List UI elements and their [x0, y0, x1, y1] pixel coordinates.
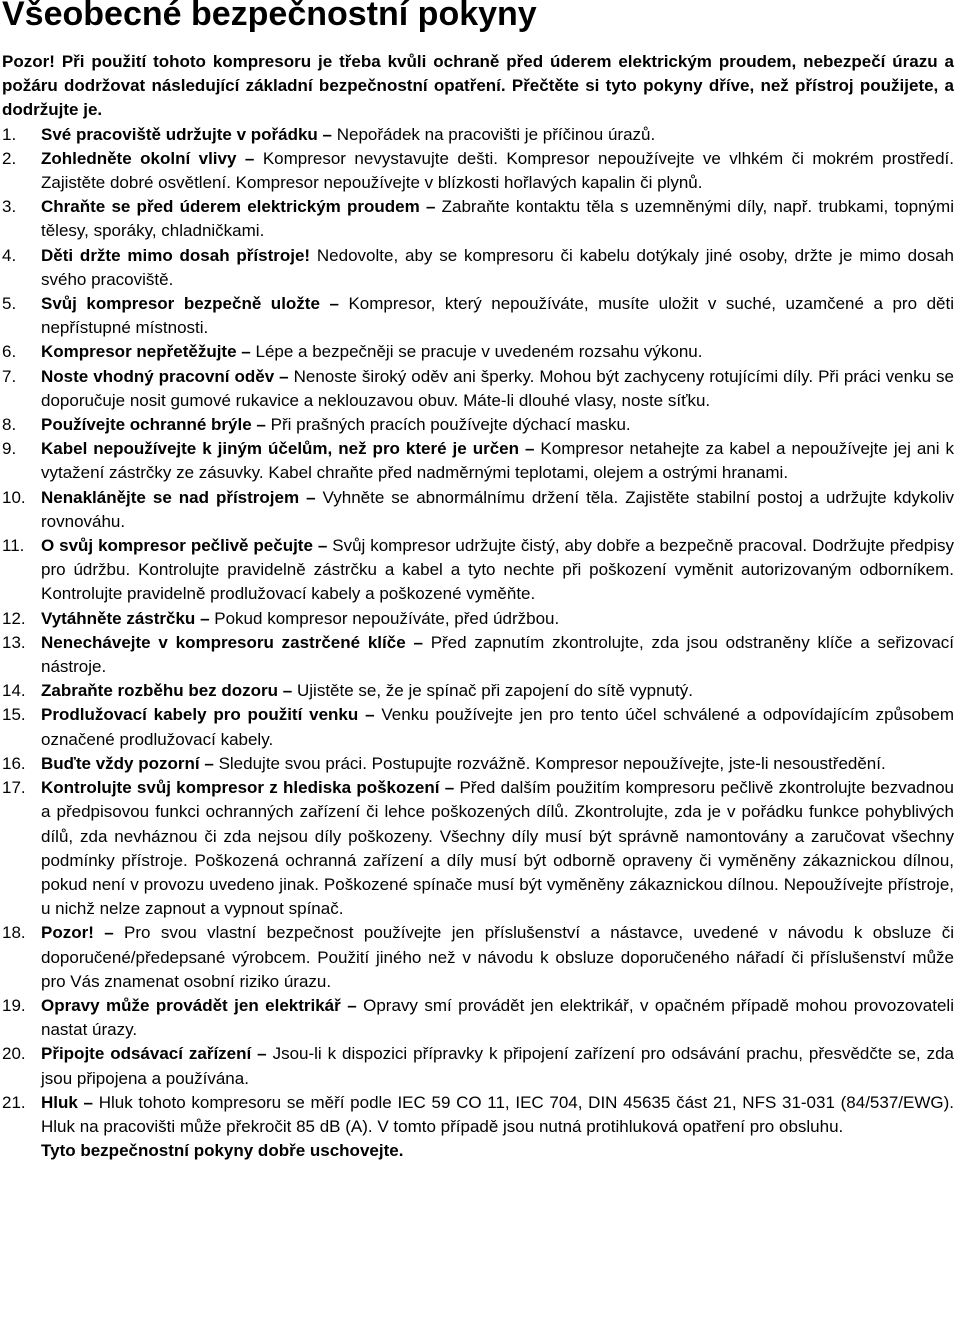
- safety-rule-item: [2, 1042, 954, 1090]
- rule-heading: Buďte vždy pozorní: [41, 753, 200, 773]
- rule-heading: Hluk: [41, 1092, 78, 1112]
- closing-note: Tyto bezpečnostní pokyny dobře uschovejte.: [41, 1141, 404, 1161]
- rule-text: Kompresor nevystavujte dešti. Kompresor nepoužívejte ve vlhkém či mokrém prostředí. Zajistěte dobré osvětlení. Kompresor nepoužívejte v blízkosti hořlavých kapalin či plynů.: [41, 148, 954, 193]
- rule-heading: Zabraňte rozběhu bez dozoru: [41, 681, 279, 701]
- rule-text: Nepořádek na pracovišti je příčinou úrazů.: [336, 124, 656, 144]
- rule-dash: –: [83, 1092, 94, 1112]
- rule-heading: Děti držte mimo dosah přístroje!: [41, 245, 311, 265]
- safety-rule-item: [2, 921, 954, 994]
- safety-rule-item: [2, 486, 954, 534]
- rule-heading: Noste vhodný pracovní oděv: [41, 366, 275, 386]
- rule-heading: Své pracoviště udržujte v pořádku: [41, 124, 318, 144]
- rule-number: 12.: [2, 608, 26, 628]
- rule-number: 1.: [2, 124, 17, 144]
- rule-text: Nenoste široký oděv ani šperky. Mohou být zachyceny rotujícími díly. Při práci venku se doporučuje nosit gumové rukavice a neklouzavou obuv. Máte-li dlouhé vlasy, noste síťku.: [41, 366, 954, 410]
- rule-text: Jsou-li k dispozici přípravky k připojení zařízení pro odsávání prachu, přesvědčte se, zda jsou připojena a používána.: [41, 1044, 954, 1088]
- safety-rule-item: [2, 994, 954, 1042]
- rule-dash: –: [200, 608, 210, 628]
- rule-number: 9.: [2, 439, 17, 459]
- rule-dash: –: [524, 439, 535, 459]
- safety-rule-item: [2, 703, 954, 751]
- rule-text: Ujistěte se, že je spínač při zapojení do sítě vypnutý.: [297, 681, 693, 701]
- rule-number: 11.: [2, 536, 25, 556]
- safety-rule-item: [2, 607, 954, 631]
- rule-dash: –: [347, 995, 357, 1015]
- rule-dash: –: [317, 536, 328, 556]
- rule-text: Venku používejte jen pro tento účel schválené a odpovídajícím způsobem označené prodlužovací kabely.: [41, 705, 955, 749]
- rule-heading: Svůj kompresor bezpečně uložte: [41, 294, 320, 314]
- rule-dash: –: [104, 923, 114, 943]
- rule-dash: –: [244, 148, 255, 168]
- rule-number: 15.: [2, 705, 26, 725]
- safety-rules-list: [2, 123, 954, 1140]
- safety-rule-item: [2, 413, 954, 437]
- safety-rule-item: [2, 534, 954, 607]
- rule-number: 4.: [2, 245, 17, 265]
- intro-lead: Pozor!: [2, 52, 55, 71]
- rule-number: 19.: [2, 995, 26, 1015]
- rule-number: 13.: [2, 632, 26, 652]
- rule-number: 10.: [2, 487, 26, 507]
- safety-rule-item: [2, 1091, 954, 1139]
- rule-dash: –: [282, 681, 293, 701]
- rule-number: 7.: [2, 366, 17, 386]
- rule-number: 2.: [2, 148, 17, 168]
- rule-number: 3.: [2, 197, 17, 217]
- rule-heading: Pozor!: [41, 923, 94, 943]
- rule-text: Před zapnutím zkontrolujte, zda jsou odstraněny klíče a seřizovací nástroje.: [41, 632, 954, 677]
- rule-heading: Prodlužovací kabely pro použití venku: [41, 705, 359, 725]
- rule-dash: –: [256, 415, 266, 435]
- rule-heading: Kabel nepoužívejte k jiným účelům, než pro které je určen: [41, 439, 519, 459]
- rule-text: Pro svou vlastní bezpečnost používejte jen příslušenství a nástavce, uvedené v návodu k obsluze či doporučené/předepsané výrobcem. Použití jiného než v návodu k obsluze doporučeného nářadí či příslušenství může pro Vás znamenat osobní riziko úrazu.: [41, 923, 954, 991]
- rule-dash: –: [365, 705, 375, 725]
- rule-text: Lépe a bezpečněji se pracuje v uvedeném rozsahu výkonu.: [255, 342, 703, 362]
- rule-dash: –: [279, 366, 289, 386]
- rule-heading: Nenechávejte v kompresoru zastrčené klíče: [41, 632, 406, 652]
- rule-number: 5.: [2, 294, 17, 314]
- safety-rule-item: [2, 776, 954, 921]
- rule-number: 18.: [2, 923, 26, 943]
- rule-heading: Používejte ochranné brýle: [41, 415, 252, 435]
- rule-dash: –: [425, 197, 436, 217]
- document-title: Všeobecné bezpečnostní pokyny: [2, 0, 537, 33]
- rule-heading: Připojte odsávací zařízení: [41, 1044, 252, 1064]
- safety-rule-item: [2, 123, 954, 147]
- rule-number: 21.: [2, 1092, 26, 1112]
- rule-number: 8.: [2, 415, 17, 435]
- rule-heading: Vytáhněte zástrčku: [41, 608, 196, 628]
- rule-dash: –: [444, 778, 455, 798]
- rule-heading: Kontrolujte svůj kompresor z hlediska poškození: [41, 778, 440, 798]
- safety-rule-item: [2, 244, 954, 292]
- safety-rule-item: [2, 752, 954, 776]
- rule-text: Pokud kompresor nepoužíváte, před údržbou.: [214, 608, 560, 628]
- rule-dash: –: [413, 632, 423, 652]
- safety-rule-item: [2, 147, 954, 195]
- rule-text: Svůj kompresor udržujte čistý, aby dobře a bezpečně pracoval. Dodržujte předpisy pro údržbu. Kontrolujte pravidelně zástrčku a kabel a tyto nechte při poškození vyměnit autorizovaným odborníkem. Kontrolujte pravidelně prodlužovací kabely a poškozené vyměňte.: [41, 536, 954, 604]
- rule-number: 6.: [2, 342, 17, 362]
- rule-dash: –: [204, 753, 214, 773]
- rule-number: 20.: [2, 1044, 26, 1064]
- rule-text: Opravy smí provádět jen elektrikář, v opačném případě mohou provozovateli nastat úrazy.: [41, 995, 954, 1040]
- safety-rule-item: [2, 679, 954, 703]
- rule-number: 17.: [2, 778, 26, 798]
- rule-text: Před dalším použitím kompresoru pečlivě zkontrolujte bezvadnou a předpisovou funkci ochranných zařízení či lehce poškozených dílů. Zkontrolujte, zda je v pořádku funkce pohyblivých dílů, zda nevháznou či zda nejsou díly poškozeny. Všechny díly musí být správně namontovány a zaručovat všechny podmínky přístroje. Poškozená ochranná zařízení a díly musí být odborně opraveny či vyměněny zákaznickou dílnou, pokud není v provozu uvedeno jinak. Poškozené spínače musí být vyměněny zákaznickou dílnou. Nepoužívejte přístroje, u nichž nelze zapnout a vypnout spínač.: [41, 778, 955, 919]
- rule-heading: Chraňte se před úderem elektrickým proudem: [41, 197, 420, 217]
- intro-paragraph: [2, 50, 954, 123]
- rule-text: Hluk tohoto kompresoru se měří podle IEC 59 CO 11, IEC 704, DIN 45635 část 21, NFS 31-031 (84/537/EWG). Hluk na pracovišti může překročit 85 dB (A). V tomto případě jsou nutná protihluková opatření pro obsluhu.: [41, 1092, 954, 1136]
- safety-rule-item: [2, 340, 954, 364]
- safety-rule-item: [2, 365, 954, 413]
- rule-dash: –: [306, 487, 316, 507]
- rule-heading: O svůj kompresor pečlivě pečujte: [41, 536, 313, 556]
- safety-rule-item: [2, 631, 954, 679]
- rule-dash: –: [322, 124, 333, 144]
- rule-text: Při prašných pracích používejte dýchací masku.: [270, 415, 631, 435]
- rule-dash: –: [329, 294, 339, 314]
- rule-text: Vyhněte se abnormálnímu držení těla. Zajistěte stabilní postoj a udržujte kdykoliv rovnováhu.: [41, 487, 954, 531]
- rule-text: Zabraňte kontaktu těla s uzemněnými díly, např. trubkami, topnými tělesy, sporáky, chladničkami.: [41, 197, 954, 241]
- rule-heading: Nenaklánějte se nad přístrojem: [41, 487, 300, 507]
- safety-rule-item: [2, 195, 954, 243]
- safety-rule-item: [2, 437, 954, 485]
- rule-text: Sledujte svou práci. Postupujte rozvážně. Kompresor nepoužívejte, jste-li nesoustředění.: [218, 753, 886, 773]
- safety-rule-item: [2, 292, 954, 340]
- rule-heading: Kompresor nepřetěžujte: [41, 342, 237, 362]
- rule-heading: Opravy může provádět jen elektrikář: [41, 995, 341, 1015]
- rule-dash: –: [241, 342, 251, 362]
- rule-number: 14.: [2, 681, 26, 701]
- rule-text: Kompresor netahejte za kabel a nepoužívejte jej ani k vytažení zástrčky ze zásuvky. Kabel chraňte před nadměrnými teplotami, olejem a ostrými hranami.: [41, 439, 954, 483]
- rule-text: Kompresor, který nepoužíváte, musíte uložit v suché, uzamčené a pro děti nepřístupné místnosti.: [41, 294, 954, 338]
- rule-heading: Zohledněte okolní vlivy: [41, 148, 237, 168]
- rule-text: Nedovolte, aby se kompresoru či kabelu dotýkaly jiné osoby, držte je mimo dosah svého pracoviště.: [41, 245, 955, 289]
- intro-text: Při použití tohoto kompresoru je třeba kvůli ochraně před úderem elektrickým proudem, nebezpečí úrazu a požáru dodržovat následující základní bezpečnostní opatření. Přečtěte si tyto pokyny dříve, než přístroj použijete, a dodržujte je.: [2, 52, 954, 120]
- rule-dash: –: [257, 1044, 267, 1064]
- rule-number: 16.: [2, 753, 26, 773]
